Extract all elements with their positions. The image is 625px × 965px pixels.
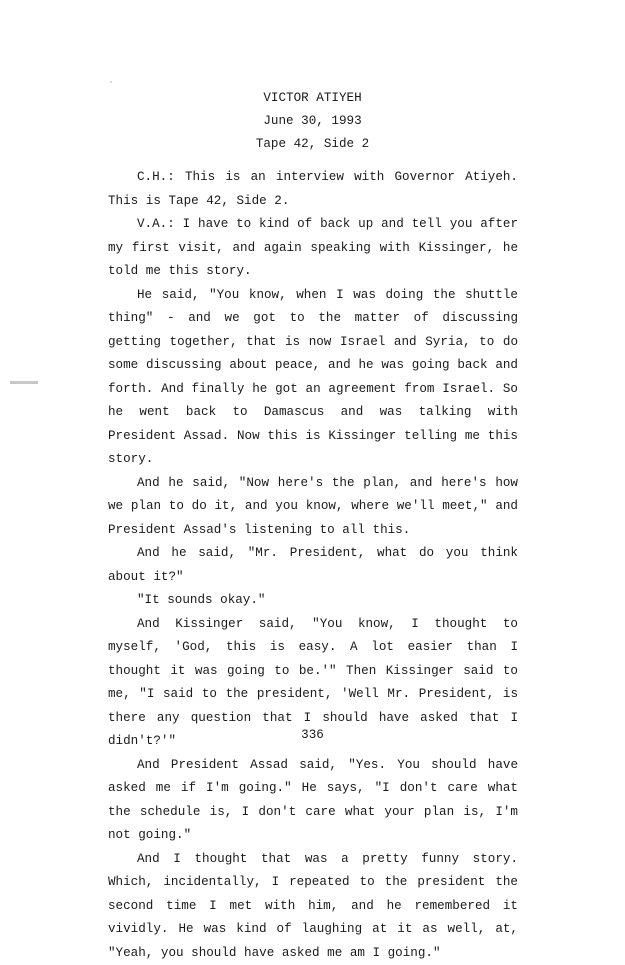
margin-mark [10, 381, 38, 384]
page-number: 336 [0, 728, 625, 742]
interviewee-name: VICTOR ATIYEH [0, 87, 625, 110]
scan-speck [110, 81, 112, 83]
transcript-paragraph: And he said, "Mr. President, what do you think about it?" [108, 542, 518, 589]
transcript-paragraph: And President Assad said, "Yes. You should have asked me if I'm going." He says, "I don't care what the schedule is, I don't care what your plan is, I'm not going." [108, 754, 518, 848]
transcript-paragraph: And Kissinger said, "You know, I thought to myself, 'God, this is easy. A lot easier than I thought it was going to be.'" Then Kissinger said to me, "I said to the president, 'Well Mr. President, is there any question that I should have asked that I didn't?'" [108, 613, 518, 754]
transcript-paragraph: C.H.: This is an interview with Governor Atiyeh. This is Tape 42, Side 2. [108, 166, 518, 213]
interview-date: June 30, 1993 [0, 110, 625, 133]
transcript-paragraph: "It sounds okay." [108, 589, 518, 613]
transcript-paragraph: He said, "You know, when I was doing the shuttle thing" - and we got to the matter of discussing getting together, that is now Israel and Syria, to do some discussing about peace, and he was going back and forth. And finally he got an agreement from Israel. So he went back to Damascus and was talking with President Assad. Now this is Kissinger telling me this story. [108, 284, 518, 472]
transcript-body [108, 166, 518, 965]
transcript-paragraph: And he said, "Now here's the plan, and here's how we plan to do it, and you know, where we'll meet," and President Assad's listening to all this. [108, 472, 518, 543]
transcript-paragraph: And I thought that was a pretty funny story. Which, incidentally, I repeated to the president the second time I met with him, and he remembered it vividly. He was kind of laughing at it as well, at, "Yeah, you should have asked me am I going." [108, 848, 518, 965]
tape-label: Tape 42, Side 2 [0, 133, 625, 156]
transcript-paragraph: V.A.: I have to kind of back up and tell you after my first visit, and again speaking with Kissinger, he told me this story. [108, 213, 518, 284]
